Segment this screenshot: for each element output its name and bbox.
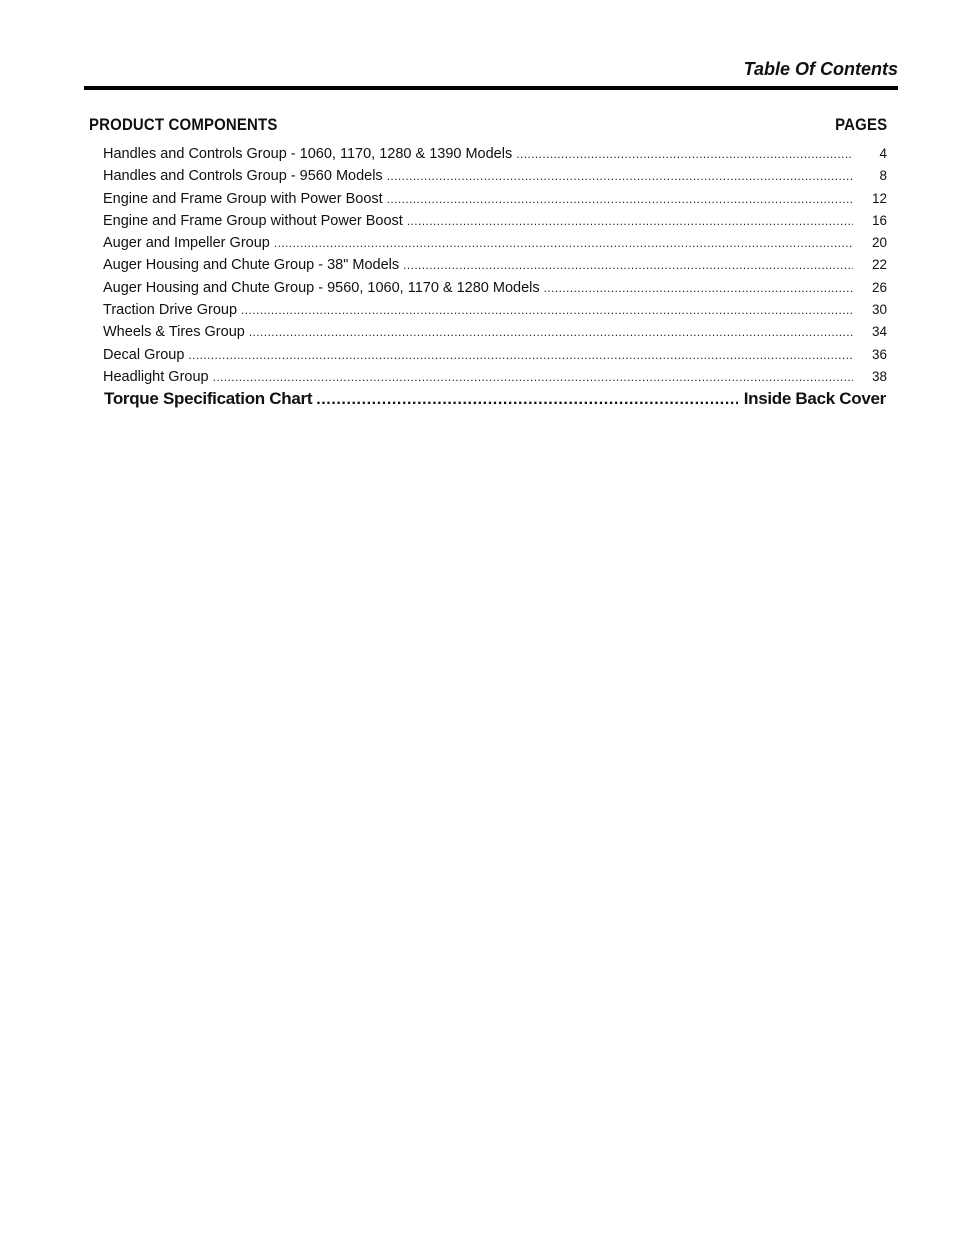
toc-entry-title: Handles and Controls Group - 9560 Models: [103, 168, 383, 185]
toc-entry-title: Traction Drive Group: [103, 302, 238, 319]
dot-leader: [387, 188, 853, 210]
dot-leader: [213, 366, 853, 388]
toc-entry-page: 34: [871, 324, 887, 340]
toc-entry-page: 16: [871, 212, 887, 228]
toc-entry-page: 30: [871, 302, 887, 318]
toc-entry-page: 36: [871, 346, 887, 362]
toc-entry[interactable]: [103, 141, 887, 163]
toc-entry-title: Engine and Frame Group without Power Boost: [103, 212, 403, 229]
toc-entry-title: Engine and Frame Group with Power Boost: [103, 190, 383, 207]
page-title: Table Of Contents: [743, 59, 898, 79]
torque-spec-page: Inside Back Cover: [743, 389, 886, 408]
torque-spec-title: Torque Specification Chart: [104, 389, 313, 408]
toc-entry-page: 22: [871, 257, 887, 273]
toc-entry[interactable]: [103, 186, 887, 208]
toc-entry-title: Auger and Impeller Group: [103, 235, 270, 252]
toc-entry[interactable]: [103, 364, 887, 386]
toc-entry[interactable]: [103, 252, 887, 274]
toc-entry[interactable]: [103, 230, 887, 252]
toc-entry-title: Auger Housing and Chute Group - 38" Models: [103, 257, 400, 274]
section-heading: PRODUCT COMPONENTS: [89, 115, 278, 134]
dot-leader: [544, 277, 853, 299]
dot-leader: [403, 254, 853, 276]
toc-entry-page: 26: [871, 279, 887, 295]
dot-leader: [274, 232, 853, 254]
toc-entry[interactable]: [103, 208, 887, 230]
toc-entry-title: Decal Group: [103, 346, 185, 363]
toc-entry-title: Handles and Controls Group - 1060, 1170, 1280 & 1390 Models: [103, 146, 513, 162]
dot-leader: [188, 344, 853, 366]
toc-entry-title: Headlight Group: [103, 368, 209, 385]
toc-entry-page: 8: [879, 168, 887, 184]
dot-leader: [241, 299, 853, 321]
toc-entry[interactable]: [103, 275, 887, 297]
dot-leader: [316, 388, 738, 412]
toc-entry[interactable]: [103, 163, 887, 185]
toc-entry-page: 12: [871, 190, 887, 206]
toc-entry[interactable]: [103, 342, 887, 364]
toc-column-headings: [89, 115, 887, 137]
toc-entry-title: Wheels & Tires Group: [103, 324, 245, 341]
toc-entry[interactable]: [103, 297, 887, 319]
toc-entry-page: 38: [871, 368, 887, 384]
toc-list: [103, 141, 887, 386]
toc-entry-page: 20: [871, 235, 887, 251]
torque-spec-entry[interactable]: [104, 387, 886, 411]
pages-column-heading: PAGES: [834, 115, 887, 134]
dot-leader: [516, 143, 853, 165]
toc-entry-title: Auger Housing and Chute Group - 9560, 1060, 1170 & 1280 Models: [103, 279, 540, 296]
toc-entry-page: 4: [879, 146, 887, 161]
page-header: [84, 54, 898, 90]
dot-leader: [249, 321, 853, 343]
toc-entry[interactable]: [103, 319, 887, 341]
dot-leader: [387, 165, 853, 187]
dot-leader: [407, 210, 853, 232]
